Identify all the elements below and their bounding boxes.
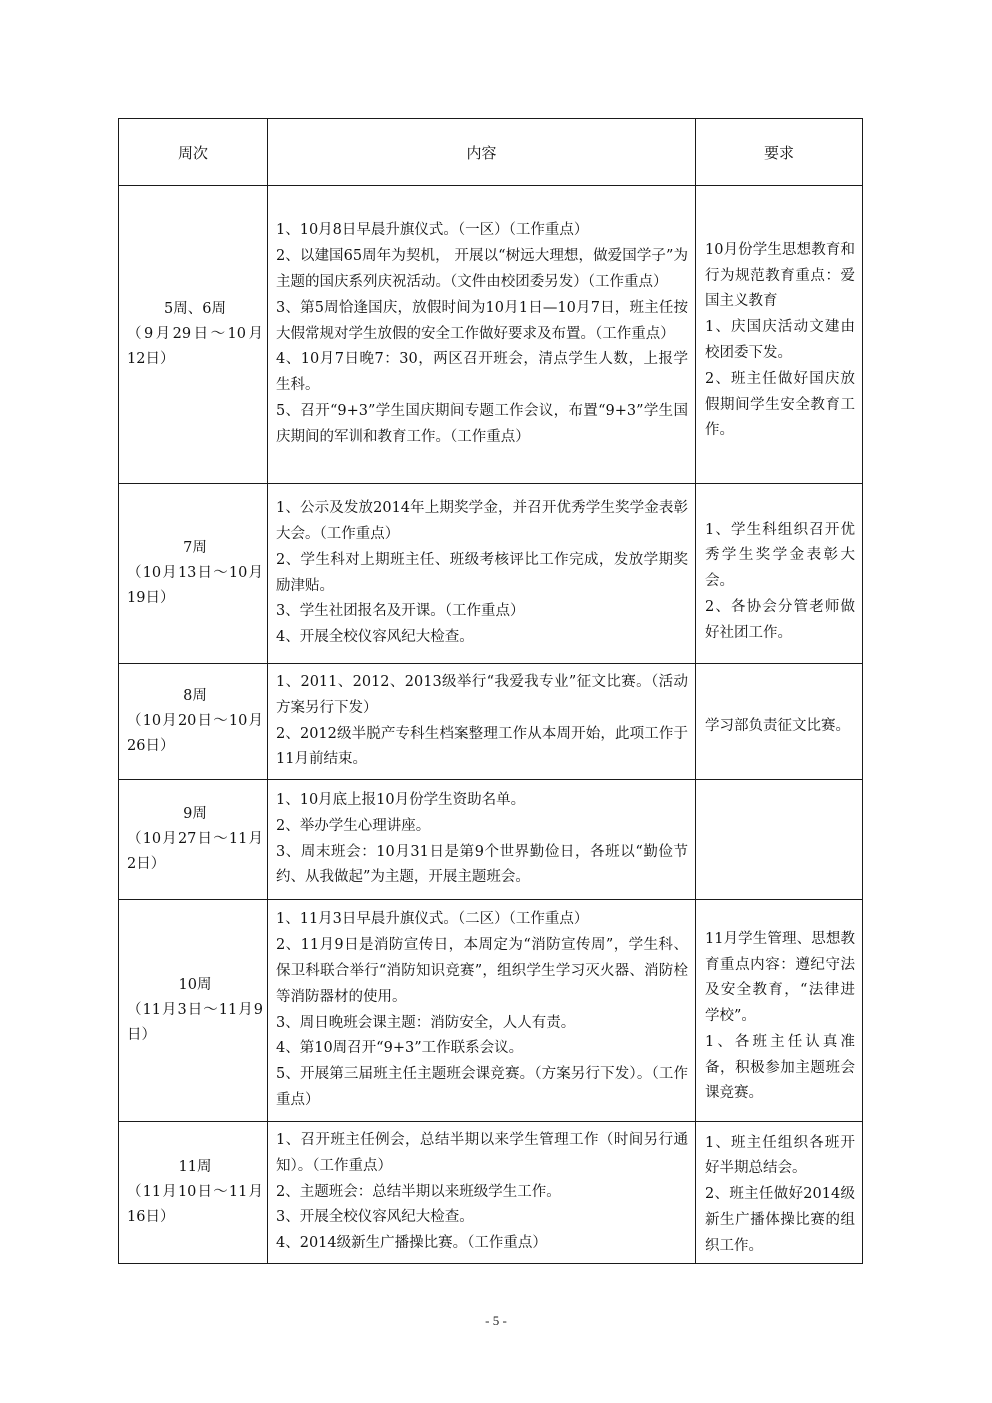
content-cell [268,1122,696,1264]
content-cell [268,664,696,780]
requirement-item: 学习部负责征文比赛。 [705,718,850,735]
content-item: 3、学生社团报名及开课。（工作重点） [276,603,525,620]
content-item: 2、11月9日是消防宣传日，本周定为“消防宣传周”，学生科、保卫科联合举行“消防知识竞赛”，组织学生学习灭火器、消防栓等消防器材的使用。 [276,937,688,1005]
requirement-item: 1、班主任组织各班开好半期总结会。 [705,1134,855,1177]
requirement-cell [696,780,863,900]
content-item: 1、10月8日早晨升旗仪式。（一区）（工作重点） [276,222,589,239]
content-item: 3、第5周恰逢国庆，放假时间为10月1日—10月7日，班主任按大假常规对学生放假的安全工作做好要求及布置。（工作重点） [276,299,688,342]
requirement-cell [696,664,863,780]
content-item: 2、主题班会：总结半期以来班级学生工作。 [276,1183,561,1200]
table-header [119,119,863,186]
schedule-table [118,118,863,1264]
page-number: - 5 - [485,1313,507,1328]
content-item: 3、周日晚班会课主题：消防安全，人人有责。 [276,1014,576,1031]
week-date-range: （10月13日～10月19日） [127,565,263,606]
table-row [119,664,863,780]
content-item: 3、开展全校仪容风纪大检查。 [276,1209,474,1226]
table-body [119,186,863,1264]
week-number: 7周 [183,540,207,556]
week-cell [119,186,268,484]
content-item: 4、10月7日晚7：30，两区召开班会，清点学生人数，上报学生科。 [276,351,688,394]
content-item: 1、11月3日早晨升旗仪式。（二区）（工作重点） [276,911,589,928]
requirement-item: 2、各协会分管老师做好社团工作。 [705,598,855,641]
week-date-range: （11月10日～11月16日） [127,1184,263,1225]
content-item: 3、周末班会：10月31日是第9个世界勤俭日，各班以“勤俭节约、从我做起”为主题，开展主题班会。 [276,843,688,886]
content-cell [268,186,696,484]
week-date-range: （10月20日～10月26日） [127,713,263,754]
week-cell [119,1122,268,1264]
week-number: 11周 [178,1159,212,1175]
content-item: 5、开展第三届班主任主题班会课竞赛。（方案另行下发）。（工作重点） [276,1066,688,1108]
content-item: 2、举办学生心理讲座。 [276,817,431,834]
content-item: 1、10月底上报10月份学生资助名单。 [276,791,526,808]
requirement-item: 10月份学生思想教育和行为规范教育重点：爱国主义教育 [705,241,855,310]
requirement-item: 11月学生管理、思想教育重点内容：遵纪守法及安全教育，“法律进学校”。 [705,930,855,1025]
week-number: 9周 [183,806,207,822]
requirement-item: 2、班主任做好2014级新生广播体操比赛的组织工作。 [705,1186,855,1254]
week-number: 10周 [178,977,212,993]
content-item: 4、第10周召开“9+3”工作联系会议。 [276,1040,524,1057]
table-row [119,484,863,664]
table-row [119,1122,863,1264]
header-row [119,119,863,186]
requirement-cell [696,900,863,1122]
header-requirement: 要求 [696,119,863,186]
header-week: 周次 [119,119,268,186]
week-cell [119,900,268,1122]
content-cell [268,780,696,900]
week-cell [119,484,268,664]
requirement-item: 1、各班主任认真准备，积极参加主题班会课竞赛。 [705,1033,855,1102]
content-item: 1、召开班主任例会，总结半期以来学生管理工作（时间另行通知）。（工作重点） [276,1132,688,1174]
content-item: 1、2011、2012、2013级举行“我爱我专业”征文比赛。（活动方案另行下发） [276,673,688,716]
requirement-cell [696,1122,863,1264]
content-item: 2、学生科对上期班主任、班级考核评比工作完成，发放学期奖励津贴。 [276,551,688,594]
content-item: 1、公示及发放2014年上期奖学金，并召开优秀学生奖学金表彰大会。（工作重点） [276,500,688,542]
week-date-range: （9月29日～10月12日） [127,326,263,367]
header-content: 内容 [268,119,696,186]
requirement-item: 1、庆国庆活动文建由校团委下发。 [705,319,855,361]
requirement-item: 1、学生科组织召开优秀学生奖学金表彰大会。 [705,521,855,590]
requirement-item: 2、班主任做好国庆放假期间学生安全教育工作。 [705,370,855,439]
week-number: 5周、6周 [164,301,226,317]
week-cell [119,780,268,900]
requirement-cell [696,484,863,664]
week-cell [119,664,268,780]
content-item: 2、2012级半脱产专科生档案整理工作从本周开始，此项工作于11月前结束。 [276,725,688,768]
week-date-range: （10月27日～11月2日） [127,831,263,872]
content-item: 4、开展全校仪容风纪大检查。 [276,629,474,646]
content-cell [268,900,696,1122]
requirement-cell [696,186,863,484]
table-row [119,186,863,484]
table-row [119,900,863,1122]
content-cell [268,484,696,664]
week-number: 8周 [183,688,207,704]
content-item: 5、召开“9+3”学生国庆期间专题工作会议，布置“9+3”学生国庆期间的军训和教育工作。（工作重点） [276,402,688,445]
content-item: 4、2014级新生广播操比赛。（工作重点） [276,1235,547,1252]
content-item: 2、以建国65周年为契机， 开展以“树远大理想，做爱国学子”为主题的国庆系列庆祝活动。（文件由校团委另发）（工作重点） [276,248,688,290]
table-row [119,780,863,900]
week-date-range: （11月3日～11月9日） [127,1002,263,1043]
